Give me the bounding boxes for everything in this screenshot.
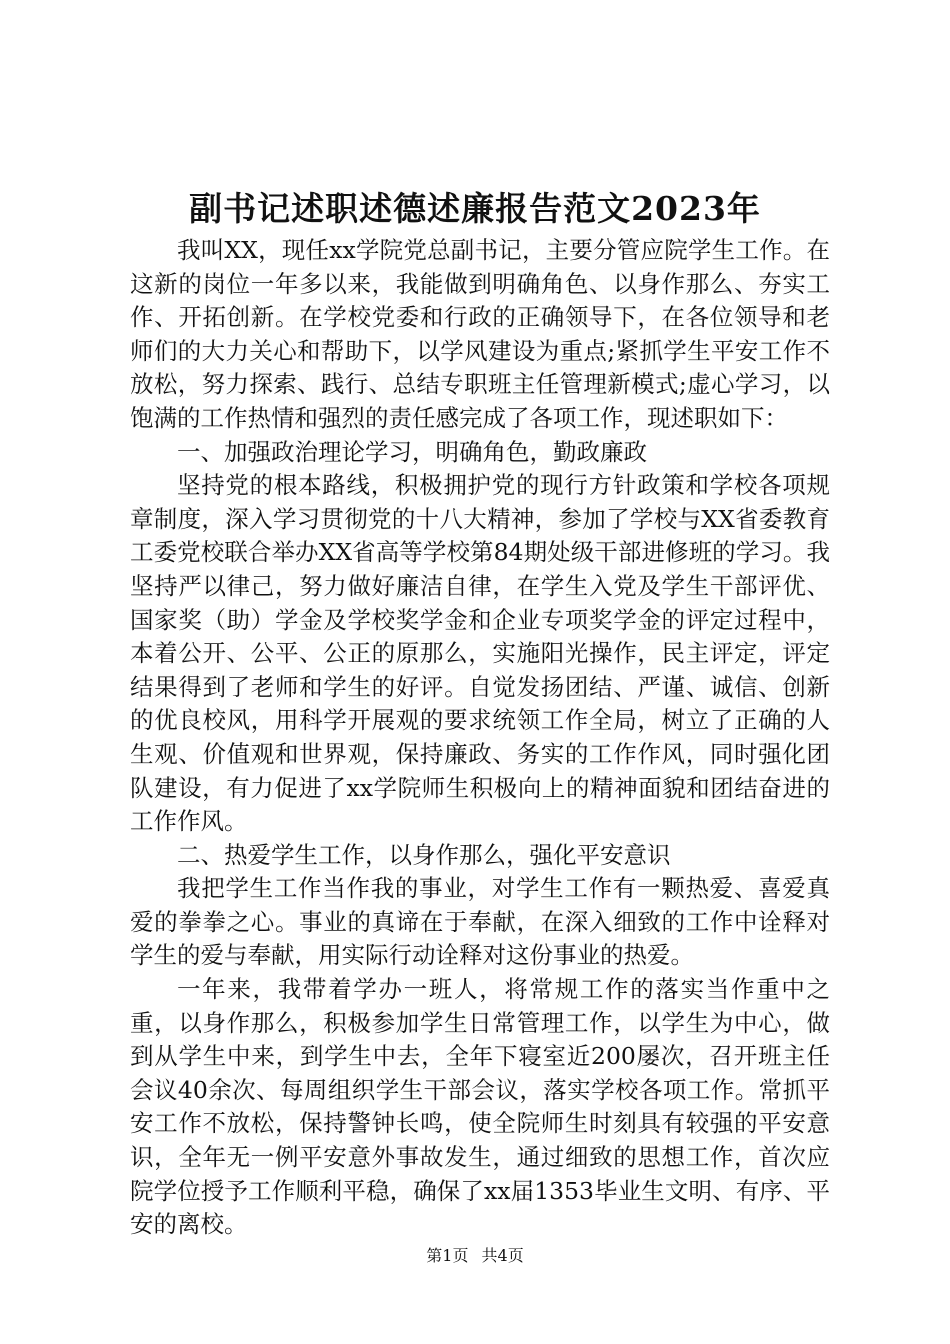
paragraph-intro: 我叫XX，现任xx学院党总副书记，主要分管应院学生工作。在这新的岗位一年多以来，我能做到明确角色、以身作那么、夯实工作、开拓创新。在学校党委和行政的正确领导下，在各位领导和老师们的大力关心和帮助下，以学风建设为重点;紧抓学生平安工作不放松，努力探索、践行、总结专职班主任管理新模式;虚心学习，以饱满的工作热情和强烈的责任感完成了各项工作，现述职如下：	[130, 236, 830, 432]
paragraph-section-2a: 我把学生工作当作我的事业，对学生工作有一颗热爱、喜爱真爱的拳拳之心。事业的真谛在于奉献，在深入细致的工作中诠释对学生的爱与奉献，用实际行动诠释对这份事业的热爱。	[130, 874, 830, 970]
section-heading-2: 二、热爱学生工作，以身作那么，强化平安意识	[177, 840, 671, 869]
section-heading-1: 一、加强政治理论学习，明确角色，勤政廉政	[177, 437, 647, 466]
document-body	[130, 234, 830, 1242]
page-total: 共4页	[481, 1246, 524, 1265]
document-title: 副书记述职述德述廉报告范文2023年	[189, 189, 761, 228]
page-footer	[0, 1245, 950, 1267]
page-number: 第1页	[426, 1246, 469, 1265]
paragraph-section-1: 坚持党的根本路线，积极拥护党的现行方针政策和学校各项规章制度，深入学习贯彻党的十八大精神，参加了学校与XX省委教育工委党校联合举办XX省高等学校第84期处级干部进修班的学习。我坚持严以律己，努力做好廉洁自律，在学生入党及学生干部评优、国家奖（助）学金及学校奖学金和企业专项奖学金的评定过程中，本着公开、公平、公正的原那么，实施阳光操作，民主评定，评定结果得到了老师和学生的好评。自觉发扬团结、严谨、诚信、创新的优良校风，用科学开展观的要求统领工作全局，树立了正确的人生观、价值观和世界观，保持廉政、务实的工作作风，同时强化团队建设，有力促进了xx学院师生积极向上的精神面貌和团结奋进的工作作风。	[130, 471, 830, 836]
paragraph-section-2b: 一年来，我带着学办一班人，将常规工作的落实当作重中之重，以身作那么，积极参加学生日常管理工作，以学生为中心，做到从学生中来，到学生中去，全年下寝室近200屡次，召开班主任会议40余次、每周组织学生干部会议，落实学校各项工作。常抓平安工作不放松，保持警钟长鸣，使全院师生时刻具有较强的平安意识，全年无一例平安意外事故发生，通过细致的思想工作，首次应院学位授予工作顺利平稳，确保了xx届1353毕业生文明、有序、平安的离校。	[130, 975, 830, 1239]
